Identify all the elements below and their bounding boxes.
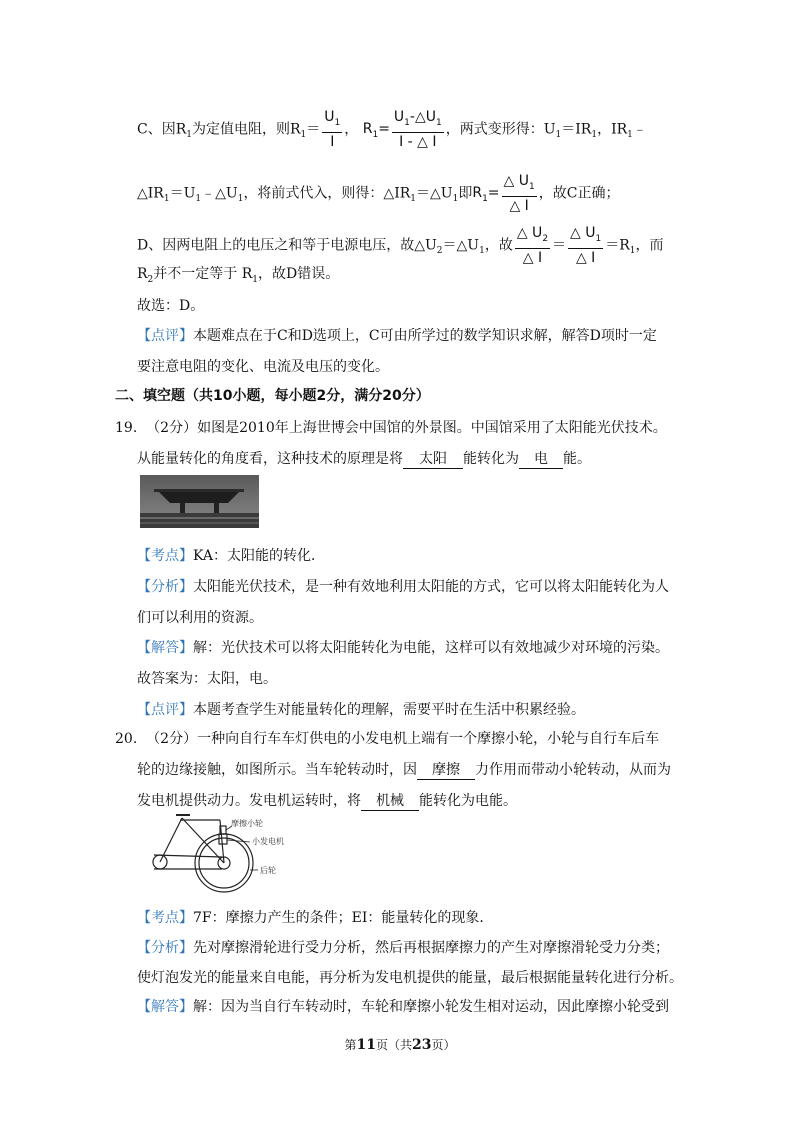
text: 解：光伏技术可以将太阳能转化为电能，这样可以有效地减少对环境的污染。: [193, 640, 669, 656]
num: △ U: [503, 173, 529, 189]
answer-blank: 电: [519, 450, 563, 469]
tag: 【分析】: [137, 940, 193, 956]
text: 页（共: [375, 1038, 412, 1052]
review-18-line1: [137, 326, 657, 346]
fig-label-friction-roller: 摩擦小轮: [231, 819, 263, 828]
text: KA：太阳能的转化．: [193, 548, 326, 564]
q20-line3: [137, 791, 517, 811]
q20-fenxi-line2: 使灯泡发光的能量来自电能，再分析为发电机提供的能量，最后根据能量转化进行分析。: [137, 970, 683, 986]
q19-line2: [137, 449, 591, 469]
text: 页）: [431, 1038, 456, 1052]
text: ，IR: [597, 121, 628, 138]
q19-fenxi-line2: 们可以利用的资源。: [137, 610, 263, 626]
den: I - △ I: [399, 133, 437, 150]
d-option-line1: D、因两电阻上的电压之和等于电源电压，故$\triangle U_2=\triangle U_1$，故 $\frac{\triangle U_2}{\triangle I}$ ＝ $\frac{\triangle U_1}{\triangle I}$ $=R_1$，而: [137, 225, 664, 266]
q19-pingjia: [137, 700, 585, 720]
q20-line2: [137, 760, 671, 780]
china-pavilion-photo: [140, 475, 259, 528]
text: ＝IR: [561, 121, 592, 138]
text: ﹣: [632, 121, 647, 138]
text: ，故D错误。: [258, 266, 340, 282]
score: （2分）: [146, 420, 198, 436]
text: ，而: [635, 237, 664, 254]
text: 从能量转化的角度看，这种技术的原理是将: [137, 451, 403, 467]
text: 太阳能光伏技术，是一种有效地利用太阳能的方式，它可以将太阳能转化为人: [193, 579, 669, 595]
text: 能转化为电能。: [419, 793, 517, 809]
den: I: [330, 133, 335, 150]
c-option-line2: $\triangle IR_1=U_1﹣\triangle U_1$，将前式代入，则得：$\triangle IR_1=\triangle U_1$即$R_1=$ $\frac{\triangle U_1}{\triangle I}$ ，故C正确；: [137, 173, 620, 214]
d-option-line2: $R_2$并不一定等于 $R_1$，故D错误。: [137, 266, 340, 285]
q19-kaodian: [137, 546, 325, 566]
choice-line: 故选：D。: [137, 298, 205, 314]
page-footer: [0, 1036, 800, 1053]
answer-blank: 摩擦: [417, 761, 475, 780]
q19-answer: 故答案为：太阳，电。: [137, 671, 277, 687]
fig-label-generator: 小发电机: [252, 837, 284, 846]
q19-line1: [115, 418, 667, 438]
den: △ I: [575, 249, 596, 266]
q20-jieda: [137, 997, 669, 1017]
text: ，故: [484, 237, 513, 254]
generator: [219, 834, 227, 844]
tag: 【考点】: [137, 548, 193, 564]
tag: 【解答】: [137, 999, 193, 1015]
text: 先对摩擦滑轮进行受力分析，然后再根据摩擦力的产生对摩擦滑轮受力分类；: [193, 940, 669, 956]
text: 轮的边缘接触，如图所示。当车轮转动时，因: [137, 762, 417, 778]
num: U: [393, 109, 405, 125]
text: 解：因为当自行车转动时，车轮和摩擦小轮发生相对运动，因此摩擦小轮受到: [193, 999, 669, 1015]
text: 并不一定等于 R: [153, 266, 253, 282]
fraction-du1-over-di: $\frac{\triangle U_1}{\triangle I}$: [503, 173, 535, 214]
text: 能转化为: [463, 451, 519, 467]
text: ，将前式代入，则得：△IR: [243, 185, 411, 202]
text: 如图是2010年上海世博会中国馆的外景图。中国馆采用了太阳能光伏技术。: [197, 420, 667, 436]
total-pages: 23: [412, 1037, 432, 1053]
text: 力作用而带动小轮转动，从而为: [475, 762, 671, 778]
num: U: [324, 109, 335, 125]
review-18-line2: 要注意电阻的变化、电流及电压的变化。: [137, 359, 389, 375]
text: 一种向自行车车灯供电的小发电机上端有一个摩擦小轮，小轮与自行车后车: [197, 731, 660, 747]
section-heading: 二、填空题（共10小题，每小题2分，满分20分）: [115, 388, 430, 404]
den: △ I: [509, 197, 529, 214]
fraction-du1-over-di: $\frac{\triangle U_1}{\triangle I}$: [570, 225, 602, 266]
text: ﹣△U: [201, 185, 238, 202]
text: 发电机提供动力。发电机运转时，将: [137, 793, 361, 809]
tag: 【解答】: [137, 640, 193, 656]
text: △IR: [137, 185, 164, 202]
text: 为定值电阻，则: [192, 121, 290, 138]
text: 第: [344, 1038, 357, 1052]
text: 即: [458, 185, 473, 202]
answer-blank: 太阳: [403, 450, 463, 469]
tag: 【分析】: [137, 579, 193, 595]
q19-fenxi-line1: [137, 577, 669, 597]
tag: 【考点】: [137, 910, 193, 926]
text: 本题考查学生对能量转化的理解，需要平时在生活中积累经验。: [193, 702, 585, 718]
text: D、因两电阻上的电压之和等于电源电压，故△U: [137, 237, 437, 254]
q20-kaodian: [137, 908, 493, 928]
den: △ I: [522, 249, 543, 266]
fig-label-rear-wheel: 后轮: [260, 866, 276, 875]
text: R: [137, 266, 148, 282]
text: 本题难点在于C和D选项上，C可由所学过的数学知识求解，解答D项时一定: [193, 328, 657, 344]
review-tag: 【点评】: [137, 328, 193, 344]
text: 能。: [563, 451, 591, 467]
q19-jieda: [137, 638, 669, 658]
fraction-u1-diff: $\frac{U_1-\triangle U_1}{I - \triangle I}$: [393, 109, 442, 150]
text: ＝U: [169, 185, 196, 202]
num: △ U: [570, 225, 596, 241]
text: 7F：摩擦力产生的条件；EI：能量转化的现象．: [193, 910, 494, 926]
question-number: 20.: [115, 731, 138, 747]
text: ，故C正确；: [538, 185, 620, 202]
page-number: 11: [356, 1037, 376, 1053]
question-number: 19.: [115, 420, 138, 436]
score: （2分）: [146, 731, 198, 747]
text: ＝△U: [416, 185, 453, 202]
tag: 【点评】: [137, 702, 193, 718]
fraction-u1-over-i: $\frac{U_1}{I}$: [324, 109, 341, 150]
q20-line1: [115, 729, 659, 749]
fraction-du2-over-di: $\frac{\triangle U_2}{\triangle I}$: [516, 225, 549, 266]
c-option-line1: C、因$R_1$为定值电阻，则$R_1=$ $\frac{U_1}{I}$ ， $R_1=$ $\frac{U_1-\triangle U_1}{I - \triangle I}$ ，两式变形得：$U_1=IR_1$，$IR_1﹣$: [137, 109, 647, 150]
text: C、因: [137, 121, 176, 138]
bicycle-generator-figure: [140, 812, 300, 897]
answer-blank: 机械: [361, 792, 419, 811]
num: △ U: [516, 225, 543, 241]
q20-fenxi-line1: [137, 938, 669, 958]
text: ＝△U: [442, 237, 480, 254]
text: ，两式变形得：U: [445, 121, 556, 138]
text: ＝R: [605, 237, 630, 254]
